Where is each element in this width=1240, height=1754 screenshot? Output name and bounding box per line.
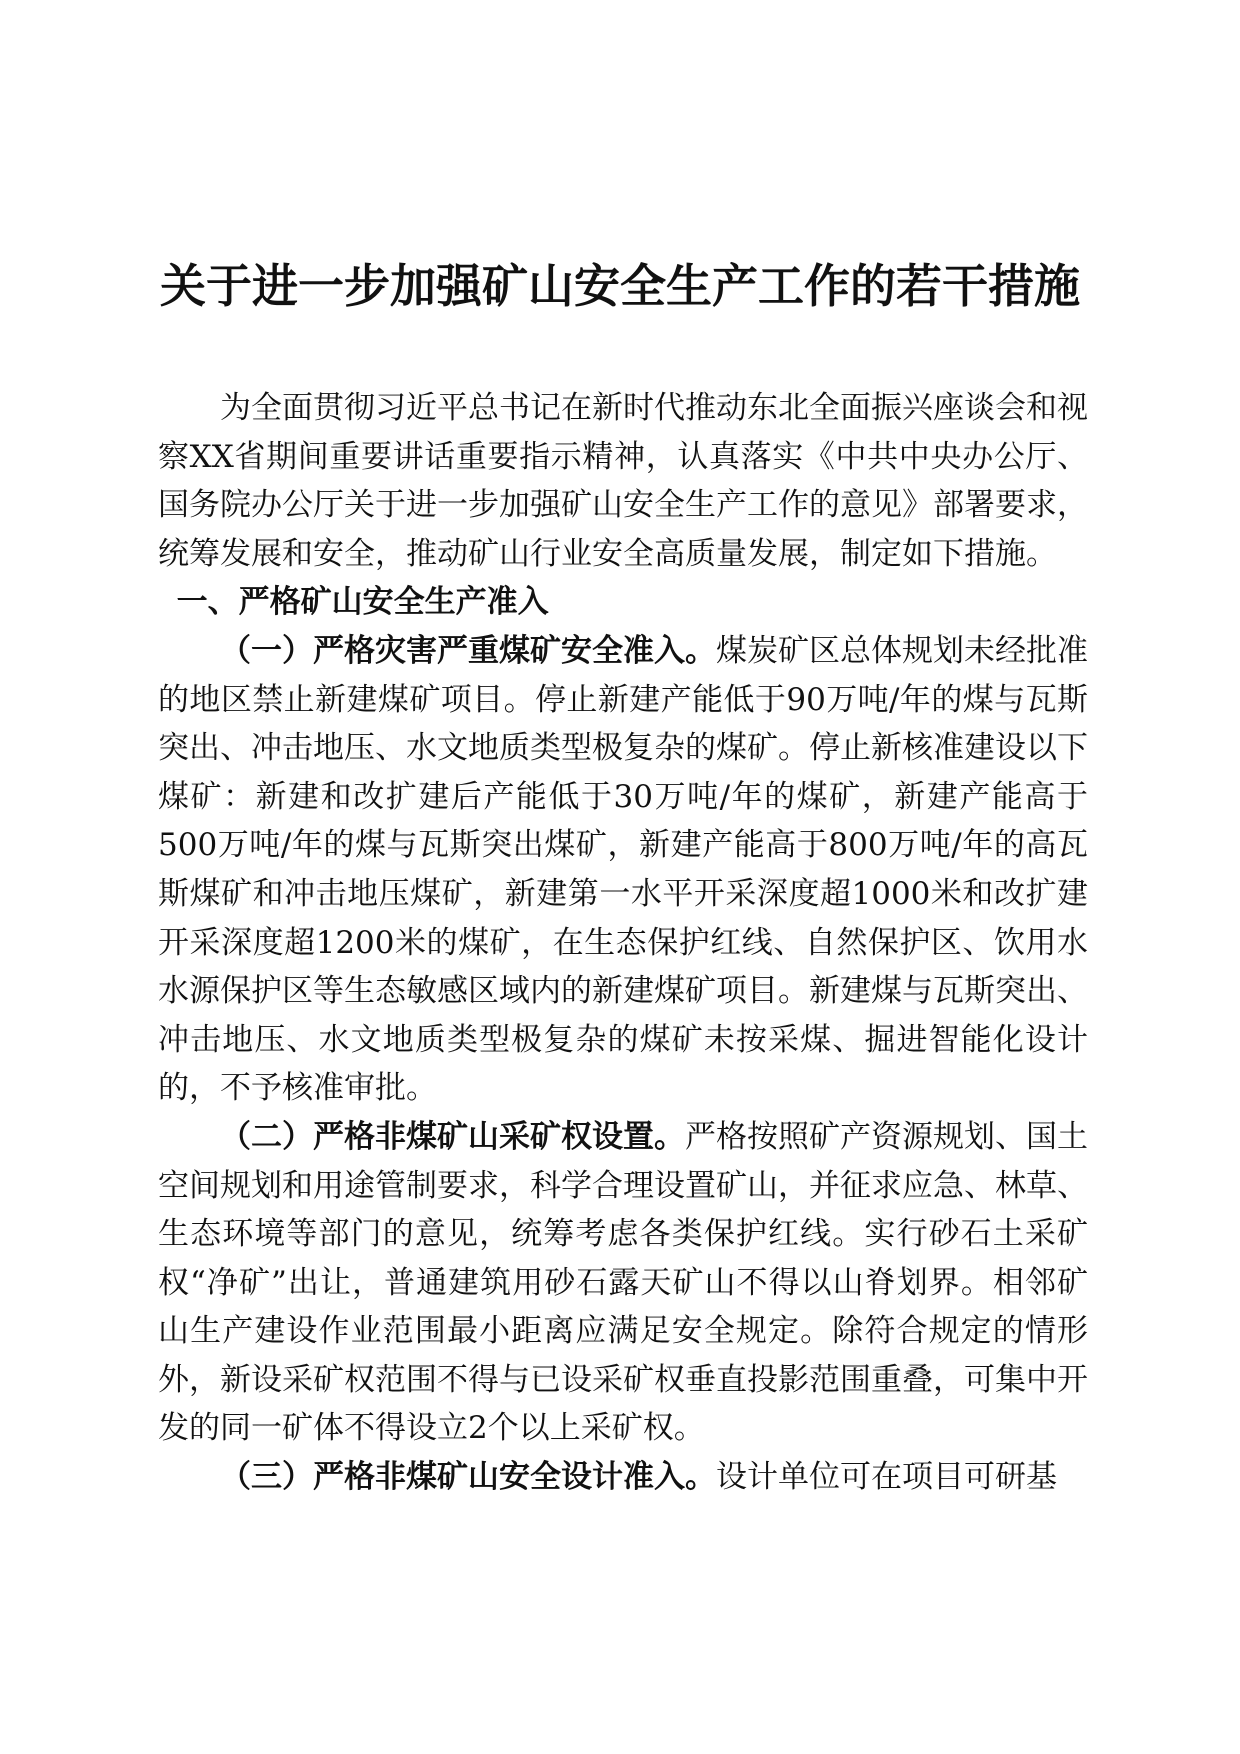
item-text-3: 设计单位可在项目可研基 [716, 1459, 1057, 1496]
document-body [158, 384, 1088, 1502]
document-title: 关于进一步加强矿山安全生产工作的若干措施 [160, 259, 1080, 313]
intro-paragraph: 为全面贯彻习近平总书记在新时代推动东北全面振兴座谈会和视察XX省期间重要讲话重要指示精神，认真落实《中共中央办公厅、国务院办公厅关于进一步加强矿山安全生产工作的意见》部署要求，统筹发展和安全，推动矿山行业安全高质量发展，制定如下措施。 [158, 390, 1088, 572]
item-lead-1: （一）严格灾害严重煤矿安全准入。 [220, 632, 716, 669]
item-text-2: 严格按照矿产资源规划、国土空间规划和用途管制要求，科学合理设置矿山，并征求应急、林草、生态环境等部门的意见，统筹考虑各类保护红线。实行砂石土采矿权“净矿”出让，普通建筑用砂石露天矿山不得以山脊划界。相邻矿山生产建设作业范围最小距离应满足安全规定。除符合规定的情形外，新设采矿权范围不得与已设采矿权垂直投影范围重叠，可集中开发的同一矿体不得设立2个以上采矿权。 [158, 1118, 1088, 1447]
item-paragraph-3 [158, 1453, 1088, 1502]
item-lead-2: （二）严格非煤矿山采矿权设置。 [220, 1118, 685, 1155]
item-lead-3: （三）严格非煤矿山安全设计准入。 [220, 1459, 716, 1496]
item-text-1: 煤炭矿区总体规划未经批准的地区禁止新建煤矿项目。停止新建产能低于90万吨/年的煤与瓦斯突出、冲击地压、水文地质类型极复杂的煤矿。停止新核准建设以下煤矿：新建和改扩建后产能低于30万吨/年的煤矿，新建产能高于500万吨/年的煤与瓦斯突出煤矿，新建产能高于800万吨/年的高瓦斯煤矿和冲击地压煤矿，新建第一水平开采深度超1000米和改扩建开采深度超1200米的煤矿，在生态保护红线、自然保护区、饮用水水源保护区等生态敏感区域内的新建煤矿项目。新建煤与瓦斯突出、冲击地压、水文地质类型极复杂的煤矿未按采煤、掘进智能化设计的，不予核准审批。 [158, 632, 1088, 1107]
item-paragraph-2 [158, 1113, 1088, 1453]
item-paragraph-1 [158, 627, 1088, 1113]
section-heading: 一、严格矿山安全生产准入 [176, 584, 549, 621]
